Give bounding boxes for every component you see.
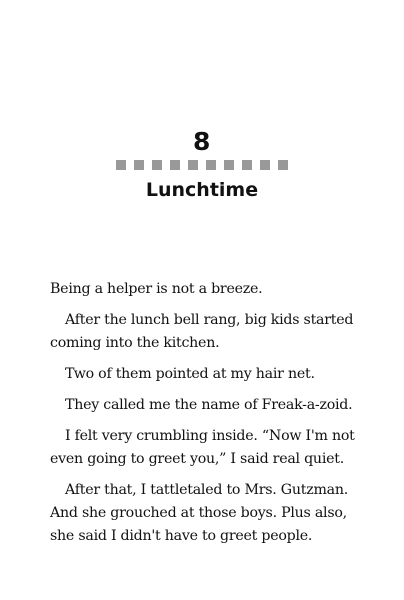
- chapter-divider: [116, 160, 288, 170]
- chapter-title: Lunchtime: [145, 179, 259, 201]
- divider-square: [116, 160, 126, 170]
- divider-square: [260, 160, 270, 170]
- divider-square: [206, 160, 216, 170]
- paragraph: After the lunch bell rang, big kids started coming into the kitchen.: [50, 312, 354, 351]
- divider-square: [278, 160, 288, 170]
- divider-square: [224, 160, 234, 170]
- divider-square: [170, 160, 180, 170]
- divider-square: [134, 160, 144, 170]
- paragraph: Two of them pointed at my hair net.: [65, 366, 315, 382]
- paragraph: They called me the name of Freak-a-zoid.: [65, 397, 353, 413]
- divider-square: [188, 160, 198, 170]
- paragraph: After that, I tattletaled to Mrs. Gutzman. And she grouched at those boys. Plus also, she said I didn't have to greet people.: [50, 482, 349, 544]
- paragraph: I felt very crumbling inside. “Now I'm not even going to greet you,” I said real quiet.: [50, 428, 355, 467]
- chapter-number: 8: [193, 127, 211, 156]
- paragraph: Being a helper is not a breeze.: [50, 281, 263, 297]
- chapter-body: [50, 278, 360, 556]
- divider-square: [152, 160, 162, 170]
- divider-square: [242, 160, 252, 170]
